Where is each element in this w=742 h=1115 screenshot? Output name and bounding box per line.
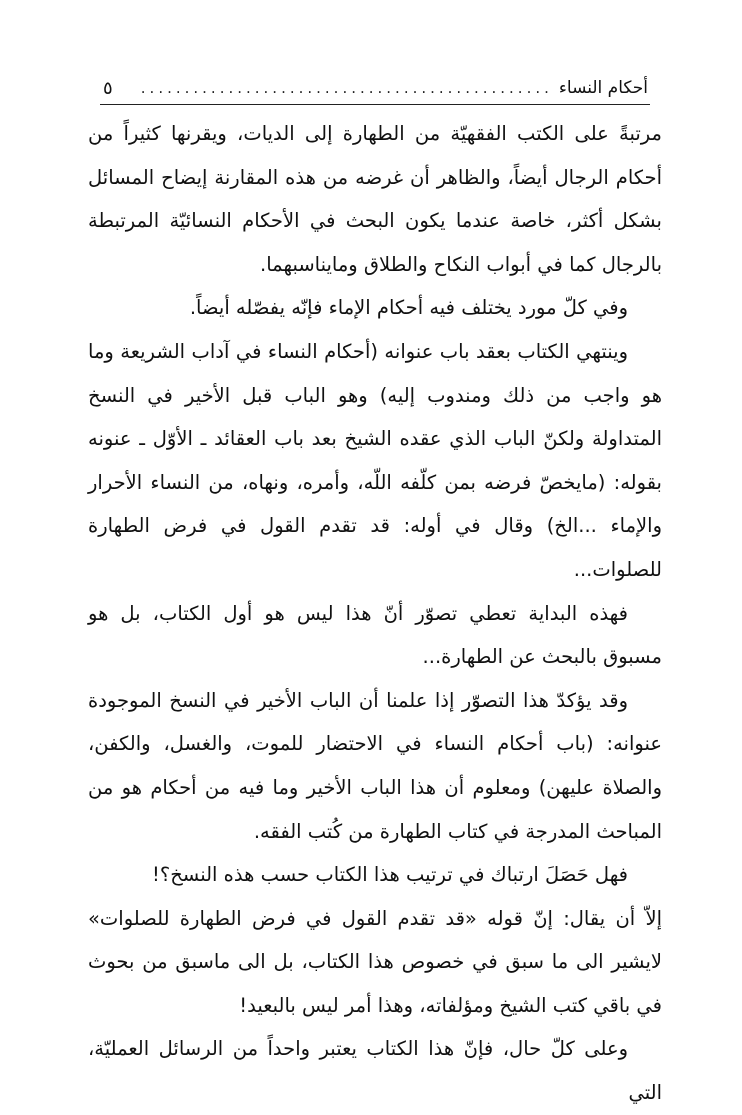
paragraph: وينتهي الكتاب بعقد باب عنوانه (أحكام النساء في آداب الشريعة وما هو واجب من ذلك ومندوب إليه) وهو الباب قبل الأخير في النسخ المتداولة ولكنّ الباب الذي عقده الشيخ بعد باب العقائد ـ الأوّل ـ عنونه بقوله: (مايخصّ فرضه بمن كلّفه اللّه، وأمره، ونهاه، من النساء الأحرار والإماء ...الخ) وقال في أوله: قد تقدم القول في فرض الطهارة للصلوات... [88, 339, 662, 581]
paragraph: وقد يؤكدّ هذا التصوّر إذا علمنا أن الباب الأخير في النسخ الموجودة عنوانه: (باب أحكام النساء في الاحتضار للموت، والغسل، والكفن، والصلاة عليهن) ومعلوم أن هذا الباب الأخير وما فيه من أحكام هو من المباحث المدرجة في كتاب الطهارة من كُتب الفقه. [88, 688, 662, 843]
paragraph: فهذه البداية تعطي تصوّر أنّ هذا ليس هو أول الكتاب، بل هو مسبوق بالبحث عن الطهارة... [88, 601, 662, 669]
paragraph: إلاّ أن يقال: إنّ قوله «قد تقدم القول في فرض الطهارة للصلوات» لايشير الى ما سبق في خصوص هذا الكتاب، بل الى ماسبق من بحوث في باقي كتب الشيخ ومؤلفاته، وهذا أمر ليس بالبعيد! [88, 906, 662, 1017]
header-divider [100, 104, 650, 105]
paragraph: مرتبةً على الكتب الفقهيّة من الطهارة إلى الديات، ويقرنها كثيراً من أحكام الرجال أيضاً، والظاهر أن غرضه من هذه المقارنة إيضاح المسائل بشكل أكثر، خاصة عندما يكون البحث في الأحكام النسائيّة المرتبطة بالرجال كما في أبواب النكاح والطلاق ومايناسبهما. [88, 122, 662, 276]
paragraph: وفي كلّ مورد يختلف فيه أحكام الإماء فإنّه يفصّله أيضاً. [189, 296, 628, 320]
running-header-leader-dots: ............................................... [140, 79, 553, 97]
page-number: ٥ [103, 77, 113, 99]
body-text [88, 112, 662, 1115]
running-header [103, 72, 648, 104]
paragraph: فهل حَصَلَ ارتباك في ترتيب هذا الكتاب حسب هذه النسخ؟! [152, 863, 628, 887]
paragraph: وعلى كلّ حال، فإنّ هذا الكتاب يعتبر واحداً من الرسائل العمليّة، التي [88, 1037, 662, 1105]
running-header-title: أحكام النساء [558, 78, 648, 98]
